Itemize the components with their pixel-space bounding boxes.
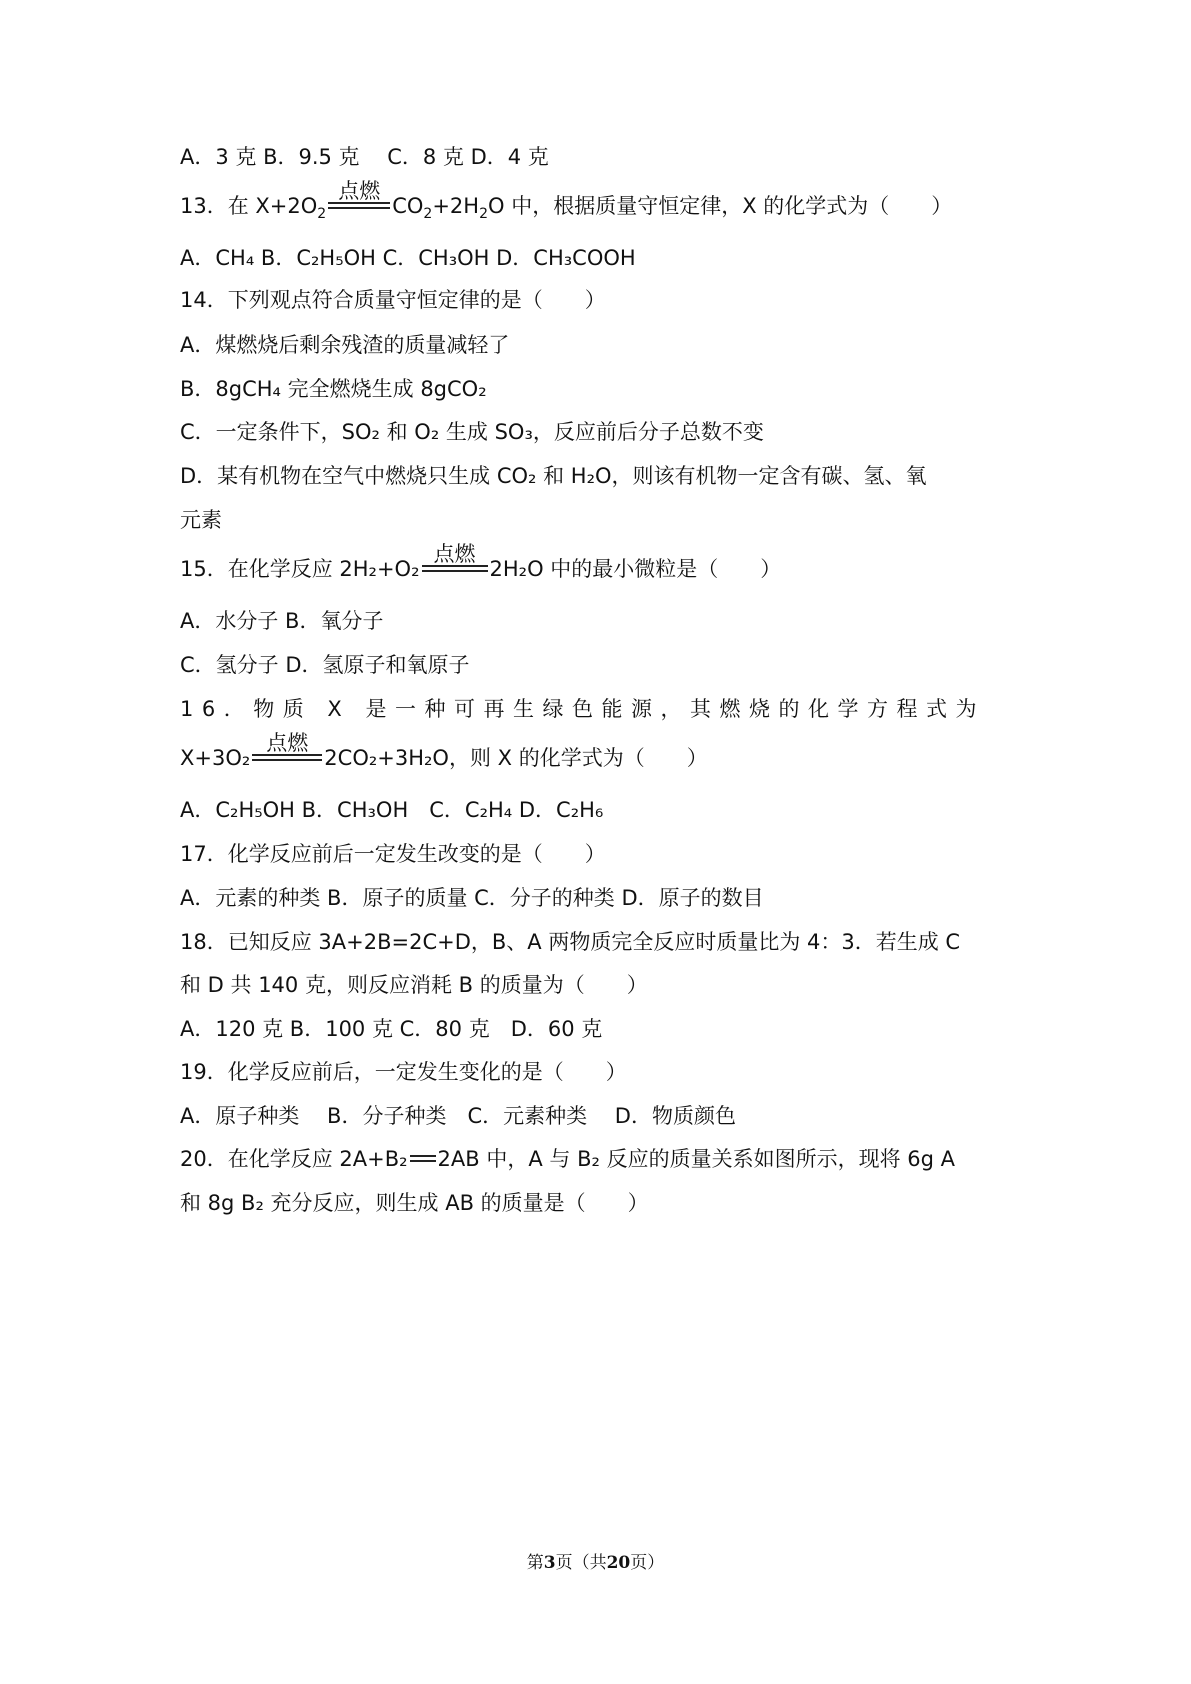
q20-stem — [180, 1144, 1020, 1174]
q15-options-2: C．氢分子 D．氢原子和氧原子 — [180, 653, 470, 677]
q14-option-a: A．煤燃烧后剩余残渣的质量减轻了 — [180, 333, 510, 357]
q12-options: A．3 克 B．9.5 克 C．8 克 D．4 克 — [180, 145, 549, 169]
page-footer — [0, 1548, 1191, 1573]
q18-options: A．120 克 B．100 克 C．80 克 D．60 克 — [180, 1017, 603, 1041]
q16-suffix: 2CO₂+3H₂O，则 X 的化学式为（ ） — [324, 746, 708, 770]
q13-stem — [180, 179, 1020, 223]
footer-total-pages: 20 — [606, 1553, 631, 1573]
q15-options-1: A．水分子 B．氧分子 — [180, 609, 384, 633]
q16-condition: 点燃 — [266, 731, 309, 755]
q16-reaction-arrow — [250, 731, 324, 773]
q16-options: A．C₂H₅OH B．CH₃OH C．C₂H₄ D．C₂H₆ — [180, 798, 604, 822]
footer-pre: 第 — [526, 1553, 544, 1573]
q13-prefix: 13．在 X+2O — [180, 194, 318, 218]
q20-stem-cont: 和 8g B₂ 充分反应，则生成 AB 的质量是（ ） — [180, 1191, 649, 1215]
q18-stem-cont: 和 D 共 140 克，则反应消耗 B 的质量为（ ） — [180, 973, 648, 997]
q17-stem: 17．化学反应前后一定发生改变的是（ ） — [180, 842, 606, 866]
q15-suffix: 2H₂O 中的最小微粒是（ ） — [489, 557, 782, 581]
q13-co-subscript: 2 — [423, 206, 433, 223]
q15-stem — [180, 542, 1020, 584]
footer-mid: 页（共 — [555, 1553, 607, 1573]
q19-stem: 19．化学反应前后，一定发生变化的是（ ） — [180, 1060, 627, 1084]
q20-equals-sign — [410, 1155, 436, 1162]
q15-prefix: 15．在化学反应 2H₂+O₂ — [180, 557, 420, 581]
q14-option-d: D．某有机物在空气中燃烧只生成 CO₂ 和 H₂O，则该有机物一定含有碳、氢、氧 — [180, 464, 927, 488]
q13-h-subscript: 2 — [479, 206, 488, 223]
q16-prefix: X+3O₂ — [180, 746, 251, 770]
footer-post: 页） — [630, 1553, 665, 1573]
q13-product-h: +2H — [432, 194, 480, 218]
q20-prefix: 20．在化学反应 2A+B₂ — [180, 1147, 408, 1171]
q14-option-b: B．8gCH₄ 完全燃烧生成 8gCO₂ — [180, 377, 487, 401]
q16-equation — [180, 731, 1020, 773]
q15-condition: 点燃 — [433, 542, 476, 566]
q20-suffix: 2AB 中，A 与 B₂ 反应的质量关系如图所示，现将 6g A — [437, 1147, 955, 1171]
q19-options: A．原子种类 B．分子种类 C．元素种类 D．物质颜色 — [180, 1104, 736, 1128]
q18-stem: 18．已知反应 3A+2B=2C+D，B、A 两物质完全反应时质量比为 4：3．若生成 C — [180, 930, 961, 954]
q13-reaction-arrow — [326, 179, 392, 221]
q13-options: A．CH₄ B．C₂H₅OH C．CH₃OH D．CH₃COOH — [180, 246, 636, 270]
q14-option-c: C．一定条件下，SO₂ 和 O₂ 生成 SO₃，反应前后分子总数不变 — [180, 420, 764, 444]
q13-product-co: CO — [392, 194, 424, 218]
q13-condition: 点燃 — [338, 179, 381, 203]
q13-suffix: O 中，根据质量守恒定律，X 的化学式为（ ） — [488, 194, 953, 218]
footer-page-number: 3 — [543, 1553, 556, 1573]
q14-stem: 14．下列观点符合质量守恒定律的是（ ） — [180, 288, 606, 312]
q14-option-d-cont: 元素 — [180, 508, 222, 532]
q13-o-subscript: 2 — [317, 206, 327, 223]
q16-stem: 16．物质 X 是一种可再生绿色能源，其燃烧的化学方程式为 — [180, 697, 985, 721]
q17-options: A．元素的种类 B．原子的质量 C．分子的种类 D．原子的数目 — [180, 886, 764, 910]
q15-reaction-arrow — [420, 542, 490, 584]
